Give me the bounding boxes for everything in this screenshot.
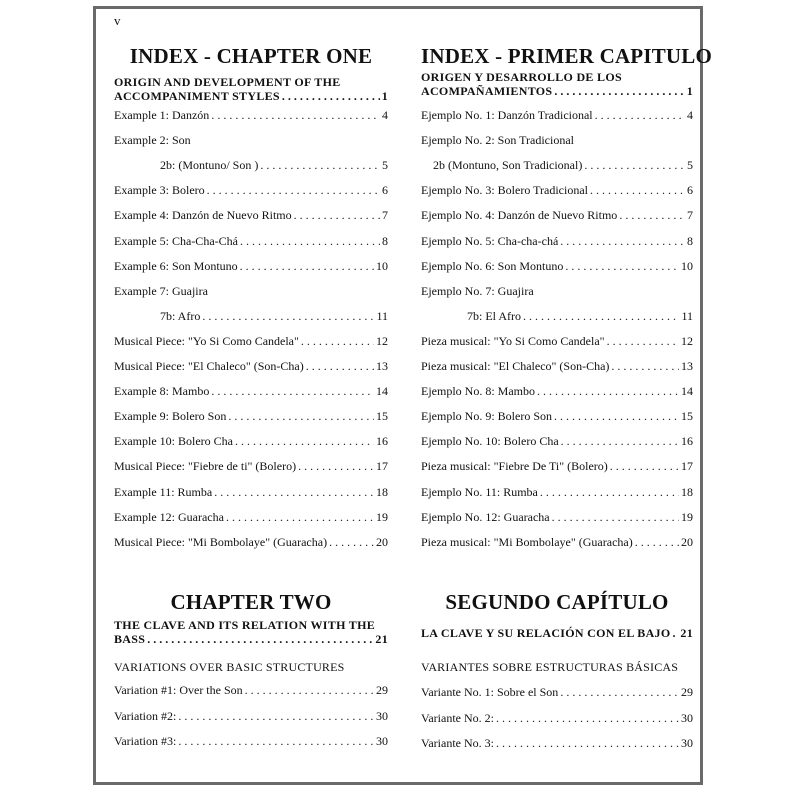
entry-label: Ejemplo No. 2: Son Tradicional: [421, 133, 574, 148]
english-index-column: [114, 0, 388, 800]
index-entry: [114, 183, 388, 199]
index-entry: [114, 284, 388, 300]
index-entry: [114, 359, 388, 375]
primer-capitulo-heading: [421, 70, 693, 98]
entry-label: Example 4: Danzón de Nuevo Ritmo: [114, 208, 292, 223]
entry-label: Example 8: Mambo: [114, 384, 210, 399]
heading-line1: LA CLAVE Y SU RELACIÓN CON EL BAJO: [421, 626, 671, 640]
entry-label: Example 9: Bolero Son: [114, 409, 227, 424]
index-entry: [421, 510, 693, 526]
entry-page: 11: [376, 308, 388, 323]
entry-label: Example 10: Bolero Cha: [114, 434, 233, 449]
index-entry: [421, 234, 693, 250]
dot-leader: [590, 183, 685, 198]
heading-page: 1: [686, 84, 693, 98]
entry-label: Example 1: Danzón: [114, 108, 210, 122]
index-entry: [421, 208, 693, 224]
entry-page: 19: [681, 509, 693, 524]
heading-page: 21: [680, 626, 693, 640]
dot-leader: [611, 359, 679, 374]
index-entry: [421, 736, 693, 752]
dot-leader: [607, 334, 679, 349]
index-entry: [421, 359, 693, 375]
index-entry: [114, 158, 388, 174]
entry-label: Pieza musical: "Yo Si Como Candela": [421, 333, 605, 348]
entry-page: 5: [687, 158, 693, 173]
entry-page: 30: [376, 708, 388, 723]
entry-page: 4: [687, 108, 693, 122]
index-entry: [421, 334, 693, 350]
entry-page: 6: [687, 183, 693, 198]
index-entry: [114, 459, 388, 475]
index-entry: [421, 158, 693, 174]
dot-leader: [301, 334, 374, 349]
dot-leader: [496, 736, 679, 751]
heading-line2: BASS: [114, 632, 146, 646]
index-entry: [421, 409, 693, 425]
chapter-two-title: CHAPTER TWO: [170, 590, 332, 614]
index-entry: [421, 485, 693, 501]
segundo-capitulo-title: SEGUNDO CAPÍTULO: [445, 590, 669, 614]
entry-label: 7b: El Afro: [467, 308, 521, 323]
entry-page: 14: [681, 384, 693, 399]
entry-page: 29: [376, 683, 388, 697]
index-entry: [114, 234, 388, 250]
entry-page: 17: [376, 459, 388, 474]
index-entry: [421, 183, 693, 199]
index-entry: [421, 309, 693, 325]
dot-leader: [595, 108, 685, 123]
heading-line2: ACCOMPANIMENT STYLES: [114, 89, 280, 103]
entry-page: 5: [382, 158, 388, 173]
dot-leader: [228, 409, 374, 424]
index-entry: [114, 334, 388, 350]
entry-page: 7: [382, 208, 388, 223]
dot-leader: [226, 510, 374, 525]
index-entry: [421, 711, 693, 727]
entry-label: Ejemplo No. 4: Danzón de Nuevo Ritmo: [421, 208, 618, 223]
entry-label: Example 11: Rumba: [114, 484, 213, 499]
entry-page: 10: [376, 258, 388, 273]
dot-leader: [178, 734, 374, 749]
dot-leader: [298, 459, 374, 474]
index-entry: [421, 284, 693, 300]
index-entry: [421, 108, 693, 124]
index-entry: [114, 309, 388, 325]
variations-title: VARIATIONS OVER BASIC STRUCTURES: [114, 660, 345, 674]
chapter-one-title: INDEX - CHAPTER ONE: [129, 44, 373, 68]
entry-label: Ejemplo No. 11: Rumba: [421, 484, 538, 499]
spanish-index-column: [421, 0, 713, 800]
dot-leader: [202, 309, 374, 324]
entry-label: Ejemplo No. 10: Bolero Cha: [421, 434, 559, 449]
entry-page: 20: [376, 534, 388, 549]
entry-label: Ejemplo No. 5: Cha-cha-chá: [421, 233, 559, 248]
heading-page: 21: [375, 632, 388, 646]
entry-label: Variante No. 3:: [421, 736, 494, 750]
entry-page: 20: [681, 534, 693, 549]
dot-leader: [552, 510, 679, 525]
heading-page: 1: [381, 89, 388, 103]
entry-page: 12: [681, 333, 693, 348]
entry-label: Musical Piece: "Fiebre de ti" (Bolero): [114, 459, 297, 474]
entry-page: 17: [681, 459, 693, 474]
dot-leader: [245, 683, 374, 698]
dot-leader: [619, 208, 685, 223]
entry-label: Example 5: Cha-Cha-Chá: [114, 233, 238, 248]
entry-label: Variation #3:: [114, 734, 177, 748]
entry-page: 18: [376, 484, 388, 499]
entry-label: Example 12: Guaracha: [114, 509, 224, 524]
dot-leader: [211, 384, 374, 399]
index-entry: [421, 133, 693, 149]
dot-leader: [240, 234, 380, 249]
entry-page: 12: [376, 333, 388, 348]
entry-label: Musical Piece: "Yo Si Como Candela": [114, 333, 299, 348]
entry-page: 16: [376, 434, 388, 449]
entry-label: Example 2: Son: [114, 133, 191, 148]
entry-page: 15: [376, 409, 388, 424]
entry-page: 6: [382, 183, 388, 198]
index-entry: [114, 485, 388, 501]
dot-leader: [240, 259, 374, 274]
dot-leader: [560, 234, 685, 249]
index-entry: [114, 409, 388, 425]
entry-label: Ejemplo No. 9: Bolero Son: [421, 409, 552, 424]
index-entry: [114, 259, 388, 275]
index-entry: [114, 535, 388, 551]
index-entry: [114, 510, 388, 526]
entry-page: 18: [681, 484, 693, 499]
dot-leader: [540, 485, 679, 500]
dot-leader: [560, 685, 679, 700]
index-entry: [114, 683, 388, 699]
index-entry: [421, 685, 693, 701]
dot-leader: [523, 309, 679, 324]
primer-capitulo-title: INDEX - PRIMER CAPITULO: [421, 44, 713, 68]
entry-label: Ejemplo No. 1: Danzón Tradicional: [421, 108, 593, 122]
entry-label: Variante No. 2:: [421, 710, 494, 725]
entry-page: 15: [681, 409, 693, 424]
index-entry: [114, 734, 388, 750]
entry-label: 7b: Afro: [160, 308, 201, 323]
dot-leader: [565, 259, 679, 274]
dot-leader: [496, 711, 679, 726]
chapter-one-heading: [114, 75, 388, 103]
entry-page: 16: [681, 434, 693, 449]
index-entry: [114, 709, 388, 725]
entry-label: Pieza musical: "Mi Bombolaye" (Guaracha): [421, 534, 633, 549]
dot-leader: [235, 434, 374, 449]
variantes-title: VARIANTES SOBRE ESTRUCTURAS BÁSICAS: [421, 660, 679, 674]
entry-label: Pieza musical: "Fiebre De Ti" (Bolero): [421, 459, 608, 474]
heading-line1: ORIGIN AND DEVELOPMENT OF THE: [114, 75, 341, 89]
index-entry: [421, 535, 693, 551]
entry-page: 13: [681, 359, 693, 373]
heading-line1: THE CLAVE AND ITS RELATION WITH THE: [114, 618, 376, 632]
dot-leader: [329, 535, 374, 550]
entry-label: Musical Piece: "El Chaleco" (Son-Cha): [114, 359, 304, 373]
entry-label: Example 3: Bolero: [114, 183, 205, 198]
dot-leader: [207, 183, 380, 198]
dot-leader: [260, 158, 380, 173]
entry-label: 2b (Montuno, Son Tradicional): [433, 158, 583, 173]
index-entry: [114, 133, 388, 149]
index-entry: [421, 259, 693, 275]
entry-page: 10: [681, 258, 693, 273]
entry-label: Ejemplo No. 7: Guajira: [421, 283, 534, 298]
dot-leader: [294, 208, 380, 223]
entry-label: 2b: (Montuno/ Son ): [160, 158, 259, 173]
index-entry: [421, 384, 693, 400]
chapter-two-heading: [114, 618, 388, 646]
index-entry: [114, 434, 388, 450]
entry-label: Example 7: Guajira: [114, 283, 208, 298]
entry-label: Pieza musical: "El Chaleco" (Son-Cha): [421, 359, 610, 373]
dot-leader: [554, 409, 679, 424]
page-number: v: [114, 13, 121, 28]
entry-page: 30: [681, 736, 693, 750]
dot-leader: [211, 108, 380, 123]
entry-label: Ejemplo No. 12: Guaracha: [421, 509, 550, 524]
heading-line2: ACOMPAÑAMIENTOS: [421, 84, 553, 98]
entry-page: 8: [687, 233, 693, 248]
dot-leader: [561, 434, 679, 449]
entry-page: 30: [376, 734, 388, 748]
entry-page: 4: [382, 108, 388, 122]
index-entry: [421, 459, 693, 475]
entry-label: Variation #2:: [114, 708, 177, 723]
index-entry: [114, 208, 388, 224]
entry-page: 30: [681, 710, 693, 725]
dot-leader: [306, 359, 374, 374]
index-entry: [421, 434, 693, 450]
dot-leader: [178, 709, 374, 724]
dot-leader: [610, 459, 679, 474]
entry-label: Variation #1: Over the Son: [114, 683, 243, 697]
dot-leader: [214, 485, 374, 500]
index-entry: [114, 384, 388, 400]
entry-label: Ejemplo No. 8: Mambo: [421, 384, 535, 399]
segundo-capitulo-heading: [421, 626, 693, 640]
entry-label: Variante No. 1: Sobre el Son: [421, 685, 559, 699]
entry-page: 11: [681, 308, 693, 323]
entry-page: 8: [382, 233, 388, 248]
entry-page: 14: [376, 384, 388, 399]
entry-page: 19: [376, 509, 388, 524]
entry-page: 13: [376, 359, 388, 373]
dot-leader: [635, 535, 679, 550]
entry-page: 29: [681, 685, 693, 699]
entry-label: Ejemplo No. 3: Bolero Tradicional: [421, 183, 588, 198]
index-entry: [114, 108, 388, 124]
dot-leader: [584, 158, 685, 173]
dot-leader: [537, 384, 679, 399]
entry-label: Musical Piece: "Mi Bombolaye" (Guaracha): [114, 534, 328, 549]
entry-label: Ejemplo No. 6: Son Montuno: [421, 258, 564, 273]
heading-line1: ORIGEN Y DESARROLLO DE LOS: [421, 70, 622, 84]
entry-label: Example 6: Son Montuno: [114, 258, 238, 273]
entry-page: 7: [687, 208, 693, 223]
